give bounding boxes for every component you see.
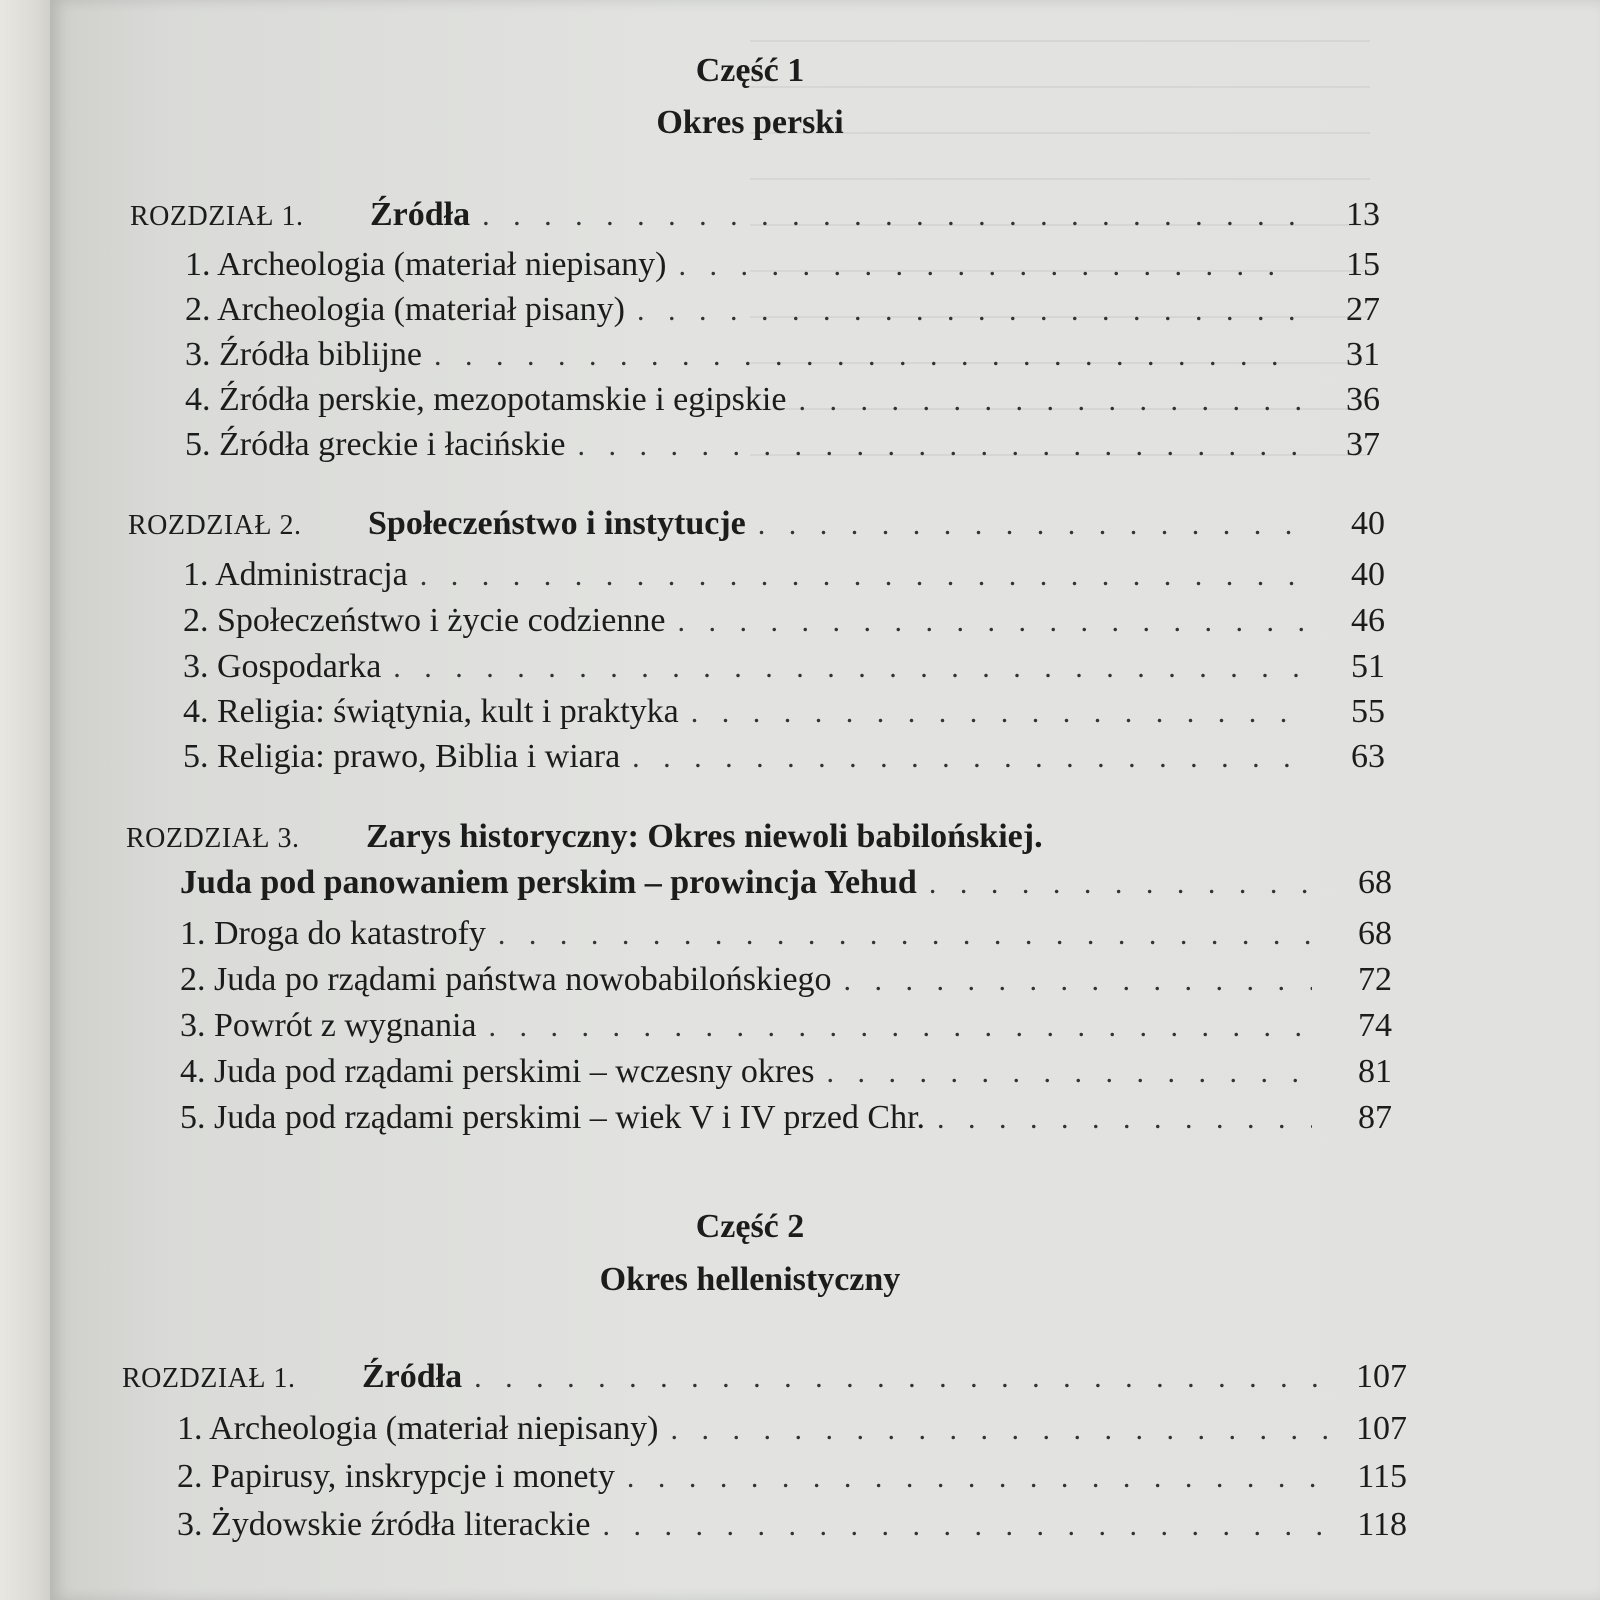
dot-leader [786, 384, 1300, 418]
entry-title: 4. Religia: świątynia, kult i praktyka [183, 693, 679, 730]
page-number: 68 [1358, 915, 1392, 952]
page-number: 107 [1356, 1410, 1407, 1447]
dot-leader [746, 508, 1305, 542]
dot-leader [815, 1056, 1313, 1090]
page-number: 31 [1346, 336, 1380, 373]
page-number: 81 [1358, 1053, 1392, 1090]
entry-title: 4. Źródła perskie, mezopotamskie i egipskie [185, 381, 787, 418]
toc-entry[interactable] [180, 1099, 1392, 1143]
toc-entry[interactable] [185, 246, 1380, 290]
part-title: Okres perski [656, 104, 844, 141]
page-number: 51 [1351, 648, 1385, 685]
toc-entry[interactable] [183, 648, 1385, 692]
dot-leader [565, 429, 1300, 463]
entry-title: 1. Administracja [183, 556, 408, 593]
toc-entry[interactable] [183, 602, 1385, 646]
toc-entry[interactable] [177, 1506, 1407, 1550]
part-title: Okres hellenistyczny [599, 1261, 901, 1298]
chapter-label: ROZDZIAŁ 1. [130, 201, 304, 232]
toc-entry[interactable] [180, 915, 1392, 959]
chapter-title-continuation: Juda pod panowaniem perskim – prowincja Yehud [180, 864, 917, 901]
page-number: 36 [1346, 381, 1380, 418]
toc-entry[interactable] [177, 1410, 1407, 1454]
page-number: 115 [1357, 1458, 1407, 1495]
entry-title: 3. Żydowskie źródła literackie [177, 1506, 591, 1543]
entry-title: 5. Religia: prawo, Biblia i wiara [183, 738, 621, 775]
entry-title: 2. Społeczeństwo i życie codzienne [183, 602, 666, 639]
dot-leader [486, 918, 1312, 952]
toc-entry[interactable] [183, 556, 1385, 600]
page-number: 107 [1356, 1358, 1407, 1395]
page-number: 37 [1346, 426, 1380, 463]
toc-entry[interactable] [185, 381, 1380, 425]
page-number: 46 [1351, 602, 1385, 639]
page-number: 72 [1358, 961, 1392, 998]
dot-leader [665, 605, 1305, 639]
entry-title: 1. Archeologia (materiał niepisany) [177, 1410, 659, 1447]
entry-title: 3. Źródła biblijne [185, 336, 423, 373]
toc-entry[interactable] [185, 426, 1380, 470]
dot-leader [620, 741, 1305, 775]
entry-title: 1. Archeologia (materiał niepisany) [185, 246, 667, 283]
page-number: 27 [1346, 291, 1380, 328]
part-label: Część 1 [695, 52, 805, 89]
entry-title: 2. Papirusy, inskrypcje i monety [177, 1458, 615, 1495]
page-number: 74 [1358, 1007, 1392, 1044]
chapter-heading-continuation[interactable] [180, 864, 1392, 908]
entry-title: 2. Archeologia (materiał pisany) [185, 291, 625, 328]
entry-title: 5. Juda pod rządami perskimi – wiek V i IV przed Chr. [180, 1099, 926, 1136]
chapter-title: Społeczeństwo i instytucje [368, 505, 746, 542]
page-number: 68 [1358, 864, 1392, 901]
page-number: 40 [1351, 505, 1385, 542]
entry-title: 4. Juda pod rządami perskimi – wczesny okres [180, 1053, 815, 1090]
dot-leader [381, 651, 1305, 685]
toc-entry[interactable] [183, 738, 1385, 782]
dot-leader [925, 1102, 1312, 1136]
toc-entry[interactable] [185, 336, 1380, 380]
entry-title: 2. Juda po rządami państwa nowobabilońskiego [180, 961, 832, 998]
page-number: 13 [1346, 196, 1380, 233]
dot-leader [659, 1413, 1328, 1447]
entry-title: 3. Powrót z wygnania [180, 1007, 477, 1044]
dot-leader [470, 199, 1300, 233]
dot-leader [462, 1361, 1327, 1395]
entry-title: 5. Źródła greckie i łacińskie [185, 426, 566, 463]
dot-leader [408, 559, 1305, 593]
chapter-title: Źródła [362, 1358, 463, 1395]
dot-leader [477, 1010, 1312, 1044]
page-number: 40 [1351, 556, 1385, 593]
part-label: Część 2 [695, 1208, 805, 1245]
toc-entry[interactable] [180, 1053, 1392, 1097]
dot-leader [917, 867, 1312, 901]
dot-leader [667, 249, 1301, 283]
page-number: 63 [1351, 738, 1385, 775]
dot-leader [679, 696, 1305, 730]
dot-leader [832, 964, 1312, 998]
chapter-label: ROZDZIAŁ 2. [128, 510, 302, 541]
chapter-label: ROZDZIAŁ 3. [126, 823, 300, 854]
chapter-heading-line[interactable] [126, 818, 1276, 862]
chapter-label: ROZDZIAŁ 1. [122, 1363, 296, 1394]
toc-entry[interactable] [180, 1007, 1392, 1051]
dot-leader [422, 339, 1300, 373]
toc-entry[interactable] [183, 693, 1385, 737]
dot-leader [615, 1461, 1327, 1495]
toc-entry[interactable] [185, 291, 1380, 335]
entry-title: 1. Droga do katastrofy [180, 915, 486, 952]
dot-leader [591, 1509, 1327, 1543]
page-number: 118 [1357, 1506, 1407, 1543]
chapter-heading-line[interactable] [122, 1358, 1407, 1402]
chapter-title: Zarys historyczny: Okres niewoli babilońskiej. [366, 818, 1043, 855]
entry-title: 3. Gospodarka [183, 648, 382, 685]
chapter-heading-line[interactable] [128, 505, 1385, 549]
dot-leader [625, 294, 1300, 328]
page-number: 55 [1351, 693, 1385, 730]
chapter-title: Źródła [370, 196, 471, 233]
page-number: 15 [1346, 246, 1380, 283]
page-number: 87 [1358, 1099, 1392, 1136]
toc-entry[interactable] [180, 961, 1392, 1005]
chapter-heading-line[interactable] [130, 196, 1380, 240]
toc-entry[interactable] [177, 1458, 1407, 1502]
